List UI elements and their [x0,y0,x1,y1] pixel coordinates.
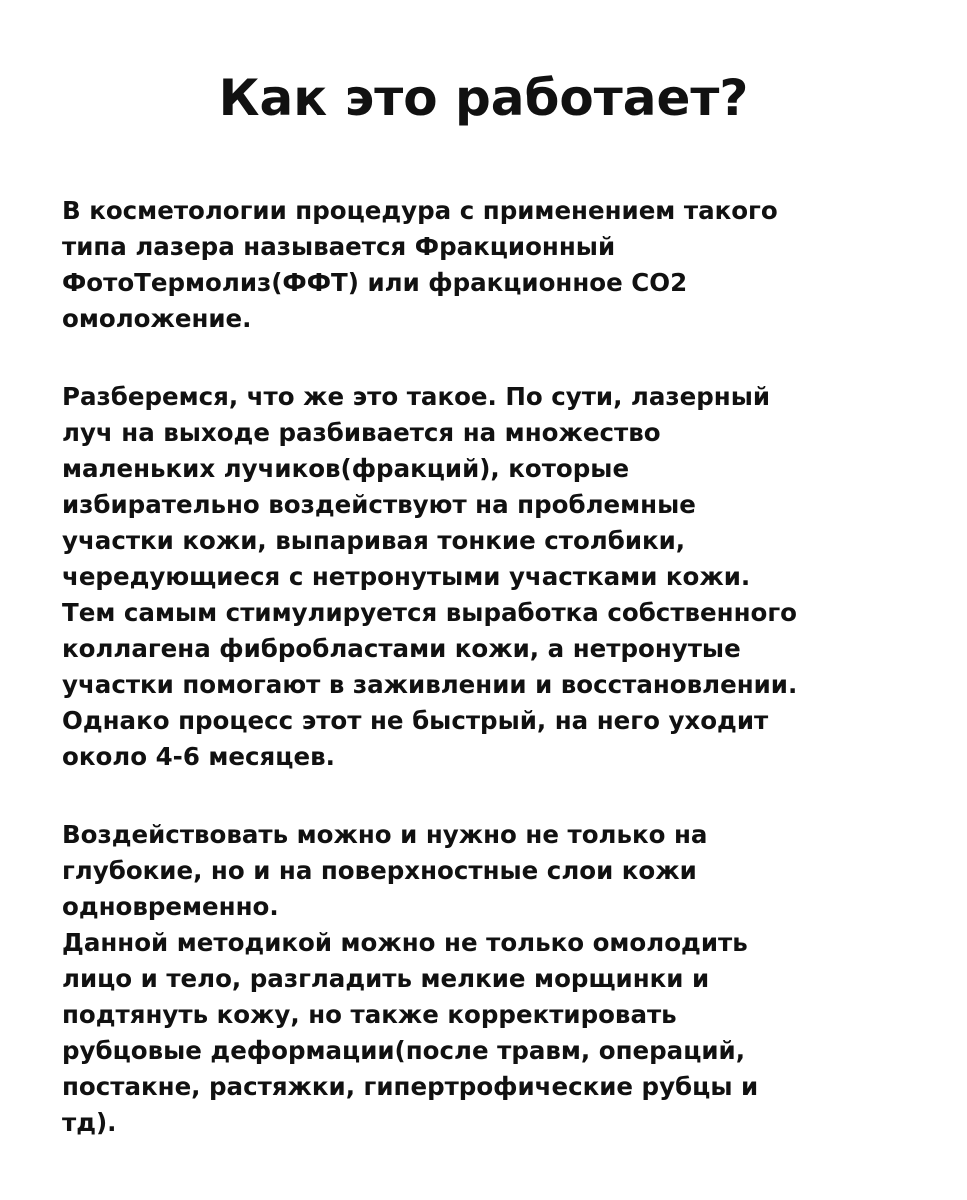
paragraph-spacer [62,775,922,817]
paragraph-explanation: Разберемся, что же это такое. По сути, лазерный луч на выходе разбивается на множество маленьких лучиков(фракций), которые избирательно воздействуют на проблемные участки кожи, выпаривая тонкие столбики, чередующиеся с нетронутыми участками кожи. Тем самым стимулируется выработка собственного коллагена фибробластами кожи, а нетронутые участки помогают в заживлении и восстановлении. Однако процесс этот не быстрый, на него уходит около 4-6 месяцев. [62,382,798,771]
page-title: Как это работает? [218,69,749,127]
paragraph-spacer [62,337,922,379]
document-body [62,193,922,1141]
paragraph-intro: В косметологии процедура с применением такого типа лазера называется Фракционный ФотоТермолиз(ФФТ) или фракционное CO2 омоложение. [62,196,778,333]
paragraph-applications: Воздействовать можно и нужно не только на глубокие, но и на поверхностные слои кожи одновременно. Данной методикой можно не только омолодить лицо и тело, разгладить мелкие морщинки и подтянуть кожу, но также корректировать рубцовые деформации(после травм, операций, постакне, растяжки, гипертрофические рубцы и тд). [62,820,759,1137]
